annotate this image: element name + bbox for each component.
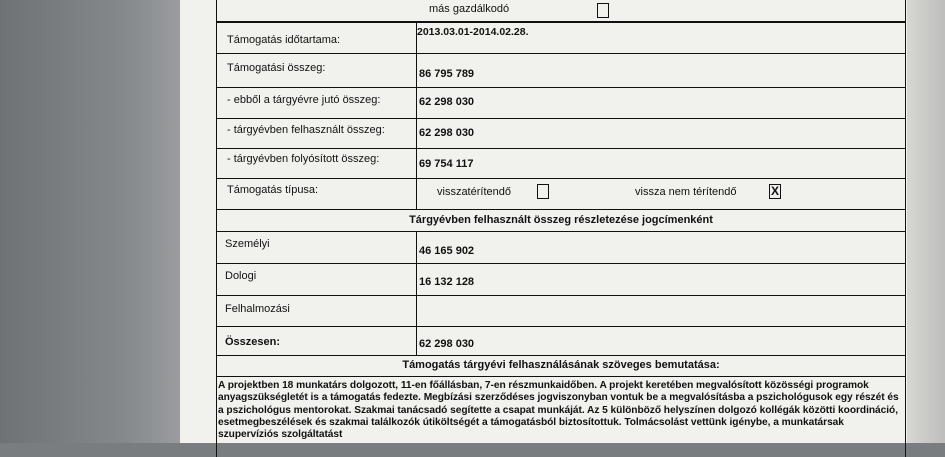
breakdown-value: 46 165 902 bbox=[419, 245, 475, 257]
duration-label: Támogatás időtartama: bbox=[227, 34, 341, 46]
type-option-nonrefundable: vissza nem térítendő bbox=[635, 186, 737, 198]
breakdown-label: Személyi bbox=[225, 238, 270, 250]
breakdown-row-dologi bbox=[216, 264, 906, 296]
duration-value: 2013.03.01-2014.02.28. bbox=[417, 26, 529, 38]
row-breakdown-header bbox=[216, 210, 906, 232]
row-year-used bbox=[216, 119, 906, 149]
row-year-share bbox=[216, 88, 906, 119]
type-label: Támogatás típusa: bbox=[227, 184, 319, 196]
year-share-value: 62 298 030 bbox=[419, 96, 475, 108]
amount-label: Támogatási összeg: bbox=[227, 62, 326, 74]
desc-header: Támogatás tárgyévi felhasználásának szöveges bemutatása: bbox=[402, 359, 720, 371]
row-desc-header bbox=[216, 356, 906, 377]
year-paid-value: 69 754 117 bbox=[419, 158, 474, 170]
breakdown-header: Tárgyévben felhasznált összeg részletezése jogcímenként bbox=[409, 214, 713, 226]
breakdown-row-felhalmozasi bbox=[216, 296, 906, 327]
scan-background-left bbox=[0, 0, 180, 443]
breakdown-row-szemelyi bbox=[216, 232, 906, 264]
year-share-label: - ebből a tárgyévre jutó összeg: bbox=[227, 94, 381, 106]
breakdown-row-osszesen bbox=[216, 327, 906, 356]
breakdown-total-value: 62 298 030 bbox=[419, 338, 475, 350]
nonrefundable-checkbox[interactable]: X bbox=[770, 184, 779, 198]
gazdalkodo-checkbox[interactable] bbox=[597, 3, 609, 18]
desc-text: A projektben 18 munkatárs dolgozott, 11-en főállásban, 7-en részmunkaidőben. A projekt keretében megvalósított közösségi programok anyagszükségletét is a támogatás fedezte. Megbízási szerződéses jogviszonyban vontuk be a megvalósításba a pszichológusok egy részét és a pszichológus mentorokat. Szakmai tanácsadó segítette a csapat munkáját. Az 5 különböző helyszínen dolgozó kollégák közötti koordináció, esetmegbeszélések és szakmai találkozók útiköltségét a támogatásból biztosítottuk. Tolmácsolást vettünk igénybe, a munkatársak szupervíziós szolgáltatást bbox=[218, 380, 899, 441]
breakdown-label: Dologi bbox=[225, 270, 257, 282]
year-paid-label: - tárgyévben folyósított összeg: bbox=[227, 153, 380, 165]
row-duration bbox=[216, 22, 906, 54]
gazdalkodo-label: más gazdálkodó bbox=[429, 3, 510, 15]
row-gazdalkodo bbox=[216, 0, 906, 22]
refundable-checkbox[interactable] bbox=[537, 184, 549, 199]
type-option-refundable: visszatérítendő bbox=[437, 186, 511, 198]
row-type bbox=[216, 179, 906, 210]
year-used-label: - tárgyévben felhasznált összeg: bbox=[227, 124, 385, 136]
row-year-paid bbox=[216, 149, 906, 179]
breakdown-value: 16 132 128 bbox=[419, 276, 475, 288]
year-used-value: 62 298 030 bbox=[419, 127, 475, 139]
scan-background-right bbox=[907, 0, 945, 443]
breakdown-total-label: Összesen: bbox=[225, 336, 281, 348]
amount-value: 86 795 789 bbox=[419, 68, 475, 80]
breakdown-label: Felhalmozási bbox=[225, 303, 290, 315]
row-amount bbox=[216, 54, 906, 88]
